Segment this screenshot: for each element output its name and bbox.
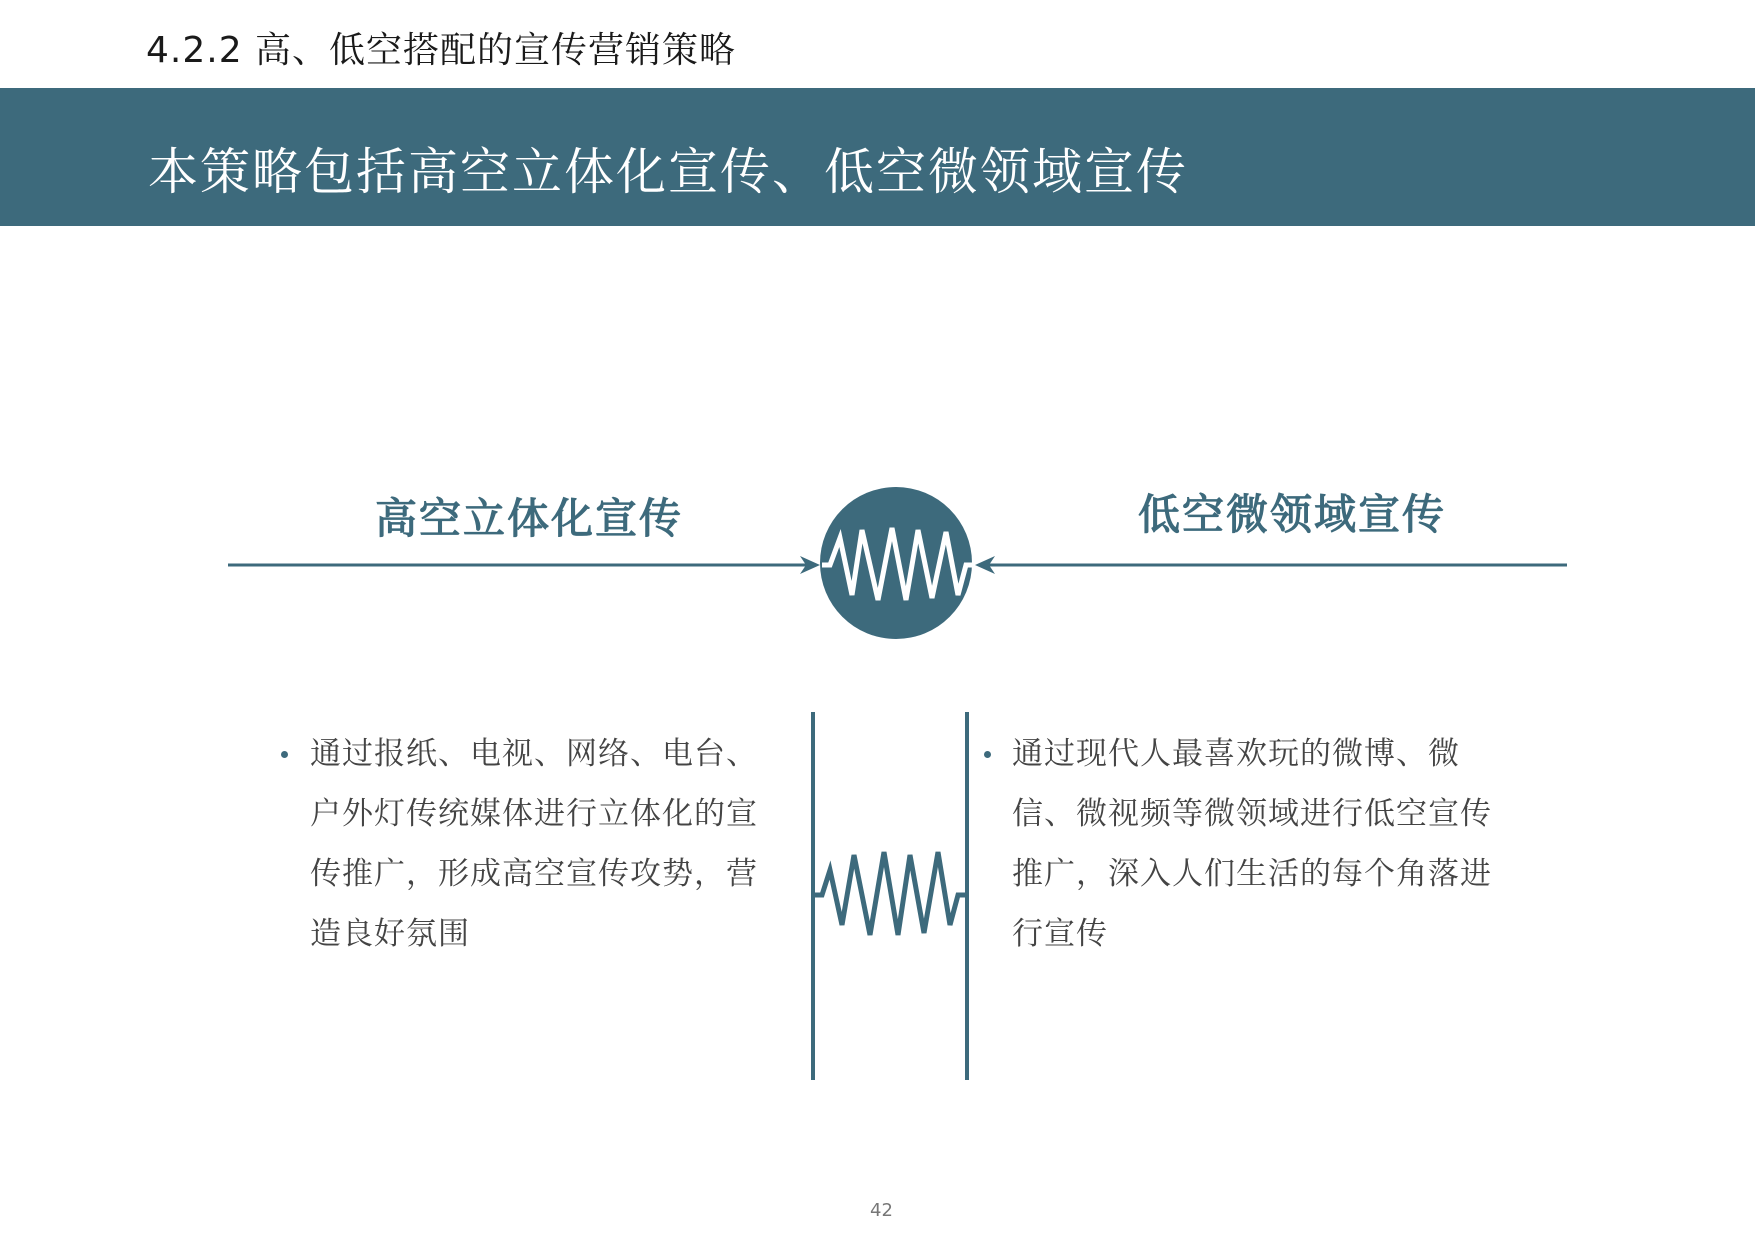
page-number: 42 bbox=[870, 1200, 893, 1221]
right-bullet-text: 通过现代人最喜欢玩的微博、微信、微视频等微领域进行低空宣传推广，深入人们生活的每个角落进行宣传 bbox=[1012, 736, 1492, 952]
section-heading: 4.2.2 高、低空搭配的宣传营销策略 bbox=[146, 30, 737, 71]
right-column-title: 低空微领域宣传 bbox=[1138, 490, 1447, 539]
right-bullet-dot bbox=[984, 751, 991, 758]
left-bullet-text: 通过报纸、电视、网络、电台、户外灯传统媒体进行立体化的宣传推广，形成高空宣传攻势，营造良好氛围 bbox=[310, 736, 758, 952]
waveform-icon bbox=[813, 852, 967, 935]
left-column-title: 高空立体化宣传 bbox=[375, 494, 684, 543]
banner-title: 本策略包括高空立体化宣传、低空微领域宣传 bbox=[148, 143, 1188, 201]
left-bullet-dot bbox=[281, 751, 288, 758]
